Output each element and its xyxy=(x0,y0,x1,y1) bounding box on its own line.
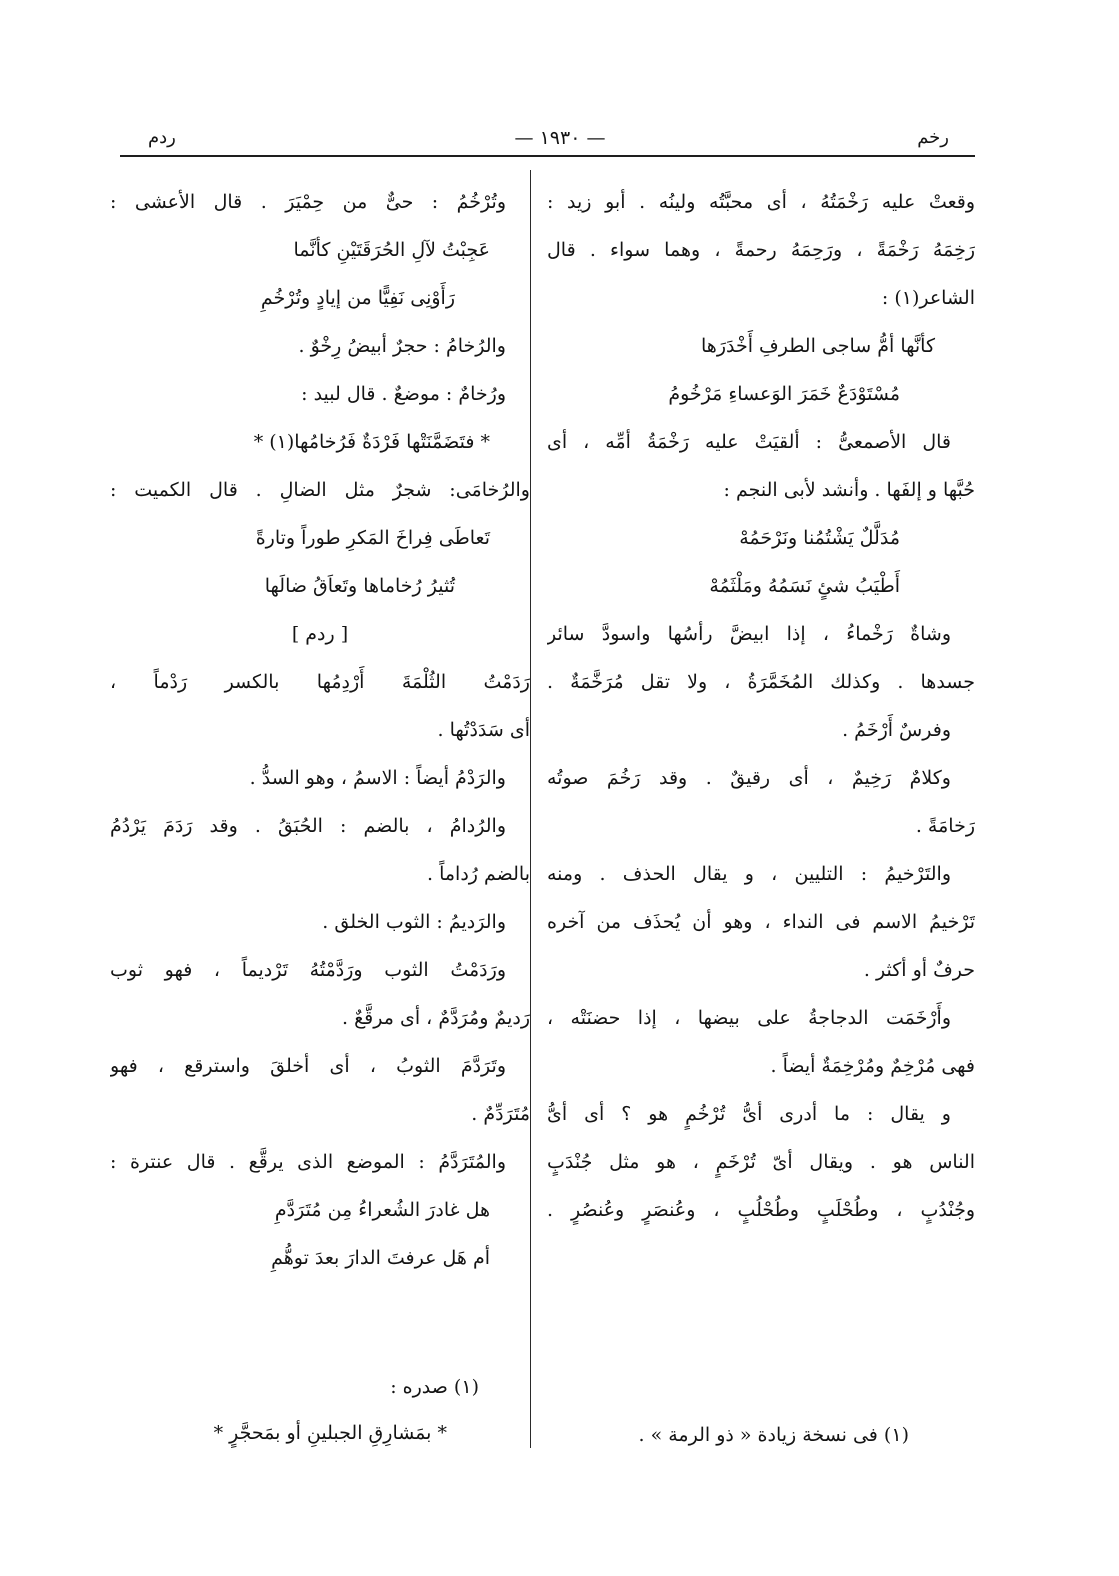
text-line: وأَرْخَمَت الدجاجةُ على بيضها ، إذا حضنَتْه ، xyxy=(547,1007,951,1029)
column-divider xyxy=(530,170,531,1448)
verse-line: عَجِبْتُ لآلِ الحُرَقَتَيْنِ كأنَّما xyxy=(293,239,490,261)
verse-line: هل غادرَ الشُعراءُ مِن مُتَرَدَّمِ xyxy=(274,1199,490,1221)
text-line: والمُتَرَدَّمُ : الموضع الذى يرقَّع . قال عنترة : xyxy=(110,1151,506,1173)
verse-line: مُدَلَّلٌ يَشْتُمُنا ونَرْحَمُهْ xyxy=(739,527,900,549)
footnote: (١) فى نسخة زيادة « ذو الرمة » . xyxy=(638,1424,909,1446)
text-line: والرَديمُ : الثوب الخلق . xyxy=(322,911,506,933)
verse-line: تَعاطَى فِراخَ المَكرِ طوراً وتارةً xyxy=(255,527,490,549)
text-line: قال الأصمعىُّ : ألقيَتْ عليه رَخْمَةُ أمِّه ، أى xyxy=(547,431,951,453)
header-left-word: ردم xyxy=(148,127,176,148)
text-line: تَرْخيمُ الاسم فى النداء ، وهو أن يُحذَف من آخره xyxy=(547,911,975,933)
verse-line: تُثيرُ رُخاماها وتَعاَقُ ضالَها xyxy=(264,575,455,597)
text-line: الناس هو . ويقال أىّ تُرْخَمٍ ، هو مثل جُنْدَبٍ xyxy=(547,1151,975,1173)
text-line: مُتَرَدِّمٌ . xyxy=(471,1103,530,1125)
verse-line: أَطْيَبُ شئٍ نَسَمُهُ ومَلْثَمُهْ xyxy=(709,575,900,597)
header-rule xyxy=(120,155,975,157)
text-line: رَدَمْتُ الثُلْمَةَ أَرْدِمُها بالكسر رَدْماً ، xyxy=(110,671,530,693)
text-line: رَديمٌ ومُرَدَّمٌ ، أى مرقَّعٌ . xyxy=(341,1007,530,1029)
verse-line: مُسْتَوْدَعٌ خَمَرَ الوَعساءِ مَرْخُومُ xyxy=(668,383,900,405)
text-line: جسدها . وكذلك المُخَمَّرَةُ ، ولا تقل مُرَخَّمَةٌ . xyxy=(547,671,975,693)
text-line: والرُدامُ ، بالضم : الحُبَقُ . وقد رَدَمَ يَرْدُمُ xyxy=(110,815,506,837)
footnote-verse: * بمَشارِقِ الجبلينِ أو بمَحجَّرٍ * xyxy=(213,1422,447,1444)
text-line: والرُخامَى: شجرٌ مثل الضالِ . قال الكميت : xyxy=(110,479,530,501)
text-line: وكلامٌ رَخِيمٌ ، أى رقيقٌ . وقد رَخُمَ صوتُه xyxy=(547,767,951,789)
header-right-word: رخم xyxy=(917,127,949,148)
text-line: وتُرْخُمُ : حىٌّ من حِمْيَرَ . قال الأعشى : xyxy=(110,191,506,213)
verse-line: * فتَضَمَّنَتْها فَرْدَةٌ فَرُخامُها(١) * xyxy=(253,431,490,453)
text-line: أى سَدَدْتُها . xyxy=(437,719,530,741)
text-line: وفرسٌ أَرْخَمُ . xyxy=(842,719,951,741)
verse-line: رَأَوْنِى نَفِيًّا من إيادٍ وتُرْخُمِ xyxy=(260,287,455,309)
text-line: وقعتْ عليه رَخْمَتُهُ ، أى محبَّتُه ولينُه . أبو زيد : xyxy=(547,191,975,213)
text-line: ورُخامٌ : موضعٌ . قال لبيد : xyxy=(301,383,506,405)
verse-line: أم هَل عرفتَ الدارَ بعدَ توهُّمِ xyxy=(271,1247,490,1269)
text-line: ورَدَمْتُ الثوب ورَدَّمْتُهُ تَرْديماً ، فهو ثوب xyxy=(110,959,506,981)
text-line: وجُنْدُبٍ ، وطُحْلَبٍ وطُحْلُبٍ ، وعُنصَرٍ وعُنصُرٍ . xyxy=(547,1199,975,1221)
right-column xyxy=(547,178,975,1234)
verse-line: كأنَّها أمُّ ساجى الطرفِ أَخْدَرَها xyxy=(701,335,935,357)
text-line: حُبَّها و إلفَها . وأنشد لأبى النجم : xyxy=(723,479,975,501)
text-line: فهى مُرْخِمٌ ومُرْخِمَةٌ أيضاً . xyxy=(770,1055,975,1077)
entry-heading: [ ردم ] xyxy=(291,623,349,645)
footnote-label: (١) صدره : xyxy=(390,1376,479,1398)
text-line: و يقال : ما أدرى أىُّ تُرْخُمٍ هو ؟ أى أىُّ xyxy=(547,1103,951,1125)
text-line: رَخامَةً . xyxy=(915,815,975,837)
text-line: والرُخامُ : حجرٌ أبيضُ رِخْوٌ . xyxy=(298,335,506,357)
text-line: الشاعر(١) : xyxy=(881,287,975,309)
text-line: والرَدْمُ أيضاً : الاسمُ ، وهو السدُّ . xyxy=(249,767,506,789)
text-line: والتَرْخيمُ : التليين ، و يقال الحذف . ومنه xyxy=(547,863,951,885)
text-line: وتَرَدَّمَ الثوبُ ، أى أخلقَ واسترقع ، فهو xyxy=(110,1055,506,1077)
text-line: وشاةٌ رَخْماءُ ، إذا ابيضَّ رأسُها واسودَّ سائر xyxy=(547,623,951,645)
page-number: — ١٩٣٠ — xyxy=(514,127,606,149)
text-line: حرفٌ أو أكثر . xyxy=(863,959,975,981)
left-column xyxy=(110,178,530,1282)
text-line: بالضم رُداماً . xyxy=(427,863,530,885)
text-line: رَخِمَهُ رَخْمَةً ، ورَحِمَهُ رحمةً ، وهما سواء . قال xyxy=(547,239,975,261)
